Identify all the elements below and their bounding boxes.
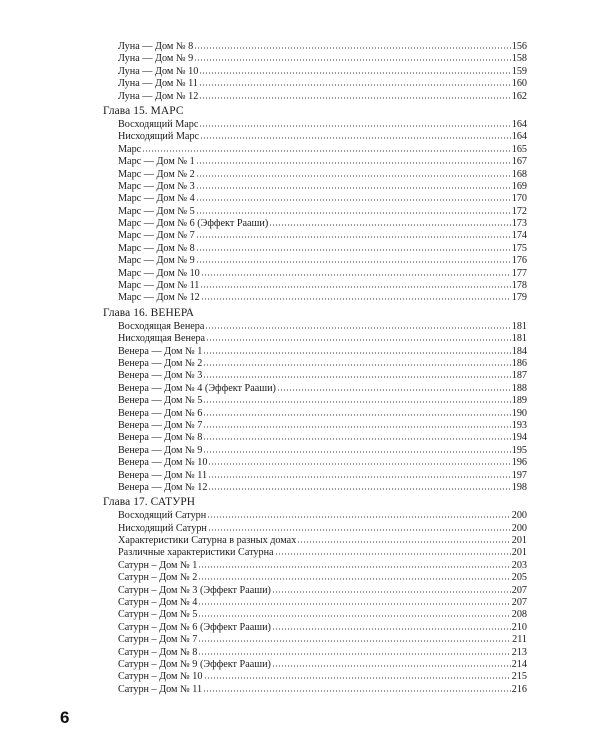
toc-entry-page: 189 (511, 395, 527, 407)
dot-leader (208, 470, 511, 478)
dot-leader (203, 346, 510, 354)
toc-entry (103, 482, 527, 494)
toc-entry (103, 659, 527, 671)
toc-entry (103, 647, 527, 659)
toc-entry-title: Луна — Дом № 12 (118, 90, 199, 102)
toc-entry-title: Восходящая Венера (118, 320, 205, 332)
toc-entry (103, 609, 527, 621)
toc-entry (103, 634, 527, 646)
toc-entry (103, 119, 527, 131)
toc-entry (103, 671, 527, 683)
toc-entry-page: 162 (511, 90, 527, 102)
dot-leader (142, 144, 511, 152)
toc-entry-page: 207 (511, 597, 527, 609)
page-number: 6 (60, 708, 70, 727)
toc-entry-title: Венера — Дом № 9 (118, 444, 203, 456)
toc-entry (103, 181, 527, 193)
dot-leader (203, 358, 510, 366)
toc-entry (103, 333, 527, 345)
toc-entry-title: Венера — Дом № 5 (118, 395, 203, 407)
toc-entry-page: 203 (511, 559, 527, 571)
toc-entry-page: 159 (511, 65, 527, 77)
toc-entry-page: 201 (511, 547, 527, 559)
dot-leader (196, 193, 511, 201)
toc-entry-title: Луна — Дом № 9 (118, 53, 194, 65)
toc-entry-title: Венера — Дом № 12 (118, 481, 208, 493)
dot-leader (201, 292, 511, 300)
toc-entry-title: Марс — Дом № 9 (118, 255, 195, 267)
toc-entry (103, 684, 527, 696)
toc-entry-title: Венера — Дом № 10 (118, 457, 208, 469)
toc-entry (103, 193, 527, 205)
dot-leader (196, 230, 511, 238)
toc-entry-page: 210 (511, 621, 527, 633)
toc-entry-title: Венера — Дом № 6 (118, 407, 203, 419)
toc-entry-title: Сатурн – Дом № 2 (118, 572, 198, 584)
dot-leader (272, 659, 511, 667)
toc-entry-title: Нисходящий Сатурн (118, 522, 207, 534)
toc-entry-title: Марс (118, 143, 142, 155)
dot-leader (205, 321, 510, 329)
chapter-heading: Глава 15. МАРС (103, 104, 184, 117)
dot-leader (203, 432, 510, 440)
dot-leader (199, 78, 511, 86)
toc-entry-page: 214 (511, 658, 527, 670)
toc-entry-title: Венера — Дом № 7 (118, 419, 203, 431)
dot-leader (277, 383, 511, 391)
dot-leader (208, 523, 511, 531)
toc-entry-title: Марс — Дом № 5 (118, 205, 195, 217)
toc-entry-title: Марс — Дом № 8 (118, 242, 195, 254)
dot-leader (275, 547, 511, 555)
toc-entry (103, 470, 527, 482)
toc-entry-page: 174 (511, 230, 527, 242)
toc-entry (103, 420, 527, 432)
toc-entry (103, 268, 527, 280)
dot-leader (203, 684, 511, 692)
dot-leader (272, 585, 511, 593)
toc-entry-page: 188 (511, 382, 527, 394)
toc-entry-page: 197 (511, 469, 527, 481)
toc-entry-title: Сатурн – Дом № 8 (118, 646, 198, 658)
toc-entry-page: 196 (511, 457, 527, 469)
dot-leader (196, 206, 511, 214)
toc-entry-title: Сатурн – Дом № 5 (118, 609, 198, 621)
toc-entry (103, 243, 527, 255)
toc-entry-title: Луна — Дом № 11 (118, 78, 198, 90)
toc-entry-page: 167 (511, 156, 527, 168)
toc-entry-page: 198 (511, 481, 527, 493)
dot-leader (203, 395, 510, 403)
dot-leader (196, 156, 511, 164)
toc-entry-title: Марс — Дом № 11 (118, 280, 200, 292)
toc-entry-page: 205 (511, 572, 527, 584)
toc-entry-title: Марс — Дом № 7 (118, 230, 195, 242)
dot-leader (200, 280, 510, 288)
toc-entry (103, 510, 527, 522)
toc-entry (103, 66, 527, 78)
toc-entry-page: 194 (511, 432, 527, 444)
toc-entry (103, 144, 527, 156)
toc-entry (103, 523, 527, 535)
toc-entry-title: Восходящий Марс (118, 118, 199, 130)
dot-leader (297, 535, 510, 543)
dot-leader (196, 181, 511, 189)
toc-entry (103, 280, 527, 292)
toc-entry-title: Сатурн – Дом № 6 (Эффект Рааши) (118, 621, 271, 633)
toc-entry (103, 206, 527, 218)
toc-entry-title: Восходящий Сатурн (118, 510, 207, 522)
toc-entry-page: 170 (511, 193, 527, 205)
toc-entry-title: Луна — Дом № 10 (118, 65, 199, 77)
toc-entry (103, 292, 527, 304)
toc-entry-page: 164 (511, 131, 527, 143)
toc-entry-title: Марс — Дом № 4 (118, 193, 195, 205)
toc-entry-title: Сатурн – Дом № 7 (118, 634, 198, 646)
dot-leader (199, 66, 510, 74)
toc-entry-page: 172 (511, 205, 527, 217)
dot-leader (207, 510, 511, 518)
toc-entry (103, 408, 527, 420)
toc-entry (103, 560, 527, 572)
toc-entry-page: 156 (511, 41, 527, 52)
toc-entry (103, 572, 527, 584)
dot-leader (198, 634, 511, 642)
dot-leader (199, 91, 510, 99)
dot-leader (198, 560, 510, 568)
toc-entry-title: Марс — Дом № 10 (118, 267, 200, 279)
toc-entry-page: 201 (511, 535, 527, 547)
dot-leader (196, 255, 511, 263)
dot-leader (269, 218, 510, 226)
toc-entry-title: Венера — Дом № 8 (118, 432, 203, 444)
toc-entry (103, 370, 527, 382)
toc-entry-title: Марс — Дом № 2 (118, 168, 195, 180)
toc-entry-title: Нисходящая Венера (118, 333, 206, 345)
toc-entry-title: Венера — Дом № 11 (118, 469, 208, 481)
toc-entry-page: 208 (511, 609, 527, 621)
toc-entry-title: Сатурн – Дом № 11 (118, 683, 203, 695)
toc-entry-page: 178 (511, 280, 527, 292)
toc-entry (103, 445, 527, 457)
dot-leader (198, 647, 510, 655)
toc-entry (103, 597, 527, 609)
toc-entry-page: 160 (511, 78, 527, 90)
toc-entry-page: 193 (511, 419, 527, 431)
toc-entry (103, 535, 527, 547)
toc-entry (103, 321, 527, 333)
toc-entry-title: Венера — Дом № 3 (118, 370, 203, 382)
dot-leader (194, 53, 511, 61)
toc-entry-page: 169 (511, 180, 527, 192)
toc-entry (103, 358, 527, 370)
toc-entry (103, 346, 527, 358)
toc-entry-title: Сатурн – Дом № 10 (118, 671, 203, 683)
chapter-heading: Глава 16. ВЕНЕРА (103, 306, 195, 319)
toc-entry-title: Различные характеристики Сатурна (118, 547, 274, 559)
dot-leader (198, 609, 510, 617)
dot-leader (198, 572, 510, 580)
toc-entry-page: 190 (511, 407, 527, 419)
toc-entry-page: 173 (511, 218, 527, 230)
toc-entry-title: Марс — Дом № 12 (118, 292, 200, 304)
dot-leader (203, 420, 510, 428)
toc-entry-title: Сатурн – Дом № 1 (118, 559, 198, 571)
toc-entry (103, 41, 527, 53)
toc-entry (103, 53, 527, 65)
toc-entry-page: 195 (511, 444, 527, 456)
toc-entry-page: 158 (511, 53, 527, 65)
toc-entry (103, 91, 527, 103)
toc-entry-page: 216 (511, 683, 527, 695)
toc-entry-title: Характеристики Сатурна в разных домах (118, 535, 297, 547)
toc-entry-page: 165 (511, 143, 527, 155)
toc-entry (103, 156, 527, 168)
toc-entry-page: 176 (511, 255, 527, 267)
dot-leader (272, 622, 511, 630)
dot-leader (196, 243, 511, 251)
dot-leader (201, 268, 511, 276)
toc-entry (103, 230, 527, 242)
toc-entry-page: 200 (511, 510, 527, 522)
toc-entry (103, 622, 527, 634)
dot-leader (204, 671, 511, 679)
toc-entry (103, 255, 527, 267)
toc-entry (103, 395, 527, 407)
toc-entry (103, 218, 527, 230)
dot-leader (200, 131, 511, 139)
dot-leader (203, 445, 510, 453)
toc-entry-page: 207 (511, 584, 527, 596)
toc-entry-page: 184 (511, 345, 527, 357)
toc-entry (103, 383, 527, 395)
toc-entry (103, 131, 527, 143)
toc-entry-page: 186 (511, 357, 527, 369)
toc-entry-page: 215 (511, 671, 527, 683)
toc-entry-page: 211 (512, 634, 527, 646)
toc-entry-title: Марс — Дом № 6 (Эффект Рааши) (118, 218, 269, 230)
toc-entry (103, 169, 527, 181)
toc-entry-title: Сатурн – Дом № 9 (Эффект Рааши) (118, 658, 271, 670)
dot-leader (203, 408, 510, 416)
toc-entry-title: Венера — Дом № 2 (118, 357, 203, 369)
dot-leader (206, 333, 511, 341)
toc-entry-title: Нисходящий Марс (118, 131, 200, 143)
dot-leader (208, 457, 510, 465)
toc-entry-title: Марс — Дом № 1 (118, 156, 195, 168)
dot-leader (199, 119, 510, 127)
dot-leader (198, 597, 510, 605)
table-of-contents (103, 41, 527, 696)
toc-entry (103, 78, 527, 90)
toc-entry (103, 457, 527, 469)
toc-entry-title: Сатурн – Дом № 3 (Эффект Рааши) (118, 584, 271, 596)
toc-entry-title: Сатурн – Дом № 4 (118, 597, 198, 609)
toc-entry-page: 187 (511, 370, 527, 382)
toc-entry-page: 181 (511, 320, 527, 332)
toc-entry (103, 547, 527, 559)
dot-leader (208, 482, 510, 490)
toc-entry-page: 168 (511, 168, 527, 180)
toc-entry-page: 200 (511, 522, 527, 534)
chapter-heading: Глава 17. САТУРН (103, 496, 196, 509)
toc-entry-title: Марс — Дом № 3 (118, 180, 195, 192)
dot-leader (196, 169, 511, 177)
toc-entry-page: 181 (511, 333, 527, 345)
toc-entry-page: 175 (511, 242, 527, 254)
toc-entry-page: 213 (511, 646, 527, 658)
toc-entry-page: 179 (511, 292, 527, 304)
toc-entry-title: Луна — Дом № 8 (118, 41, 194, 52)
dot-leader (194, 41, 511, 49)
toc-entry-title: Венера — Дом № 1 (118, 345, 203, 357)
toc-entry-page: 177 (511, 267, 527, 279)
dot-leader (203, 370, 510, 378)
toc-entry-page: 164 (511, 118, 527, 130)
toc-entry (103, 432, 527, 444)
toc-entry (103, 585, 527, 597)
toc-entry-title: Венера — Дом № 4 (Эффект Рааши) (118, 382, 276, 394)
